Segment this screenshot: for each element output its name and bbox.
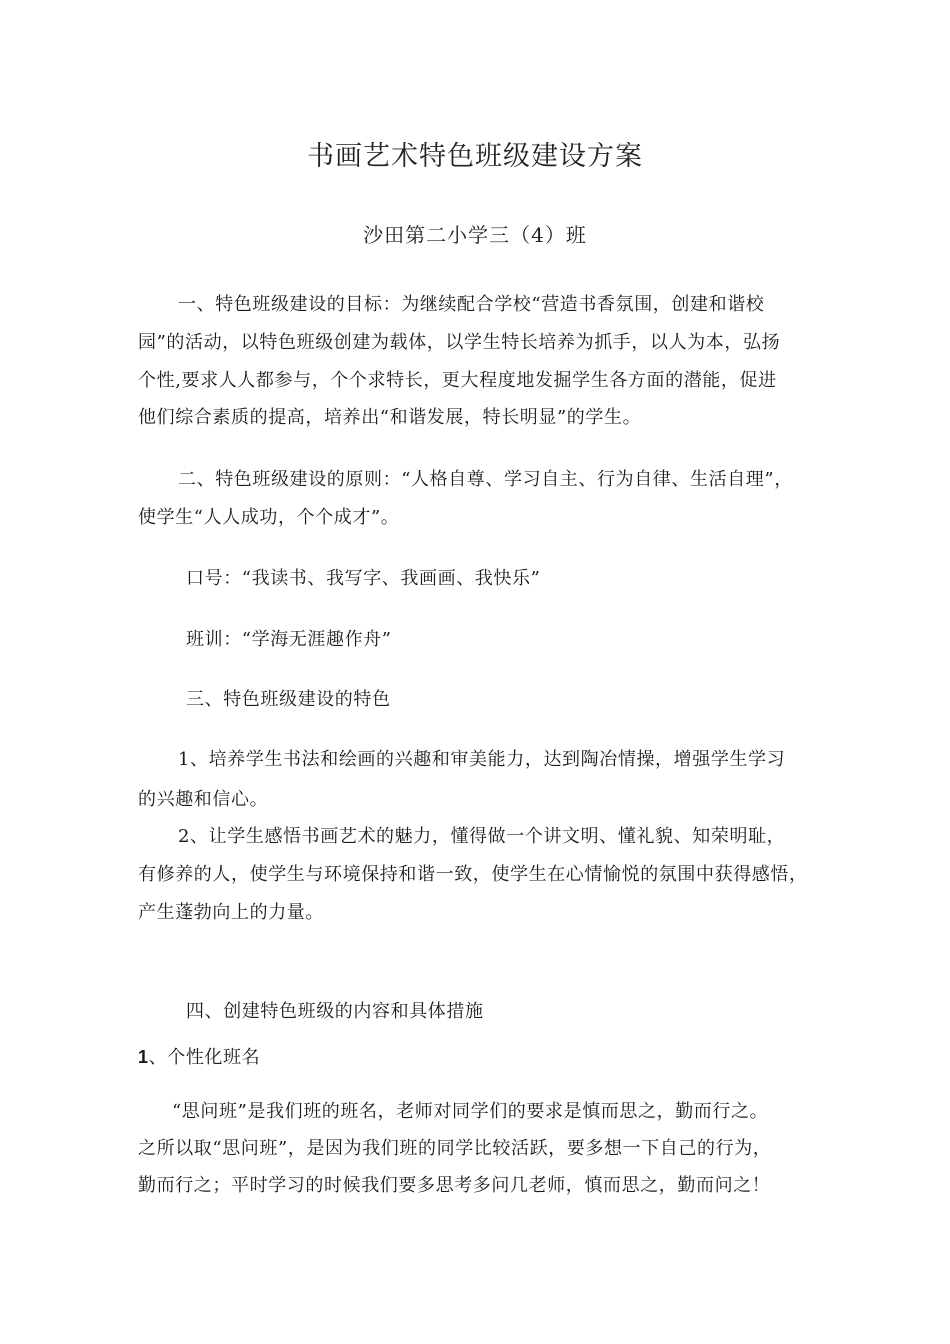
section3-item1-line: 的兴趣和信心。 [138,789,269,810]
subheading-text: 、个性化班名 [148,1047,261,1068]
section1-line: 个性,要求人人都参与，个个求特长，更大程度地发掘学生各方面的潜能，促进 [138,370,777,391]
document-title: 书画艺术特色班级建设方案 [307,141,643,172]
section3-item2-line: 产生蓬勃向上的力量。 [138,902,324,923]
section1-line: 园”的活动，以特色班级创建为载体，以学生特长培养为抓手，以人为本，弘扬 [138,332,781,353]
section4-paragraph-line: “思问班”是我们班的班名，老师对同学们的要求是慎而思之，勤而行之。 [172,1101,769,1122]
subheading-number: 1 [138,1047,149,1067]
section4-paragraph-line: 之所以取“思问班”，是因为我们班的同学比较活跃，要多想一下自己的行为， [138,1138,772,1159]
section3-item2-line: 有修养的人，使学生与环境保持和谐一致，使学生在心情愉悦的氛围中获得感悟， [138,864,808,885]
section3-item2-line: 2、让学生感悟书画艺术的魅力，懂得做一个讲文明、懂礼貌、知荣明耻， [178,826,786,847]
document-subtitle: 沙田第二小学三（4）班 [363,223,587,247]
section3-heading: 三、特色班级建设的特色 [186,689,391,710]
section3-item1-line: 1、培养学生书法和绘画的兴趣和审美能力，达到陶冶情操，增强学生学习 [178,749,786,770]
section4-subheading [138,1045,260,1070]
section1-line: 他们综合素质的提高，培养出“和谐发展，特长明显”的学生。 [138,407,642,428]
class-slogan: 口号：“我读书、我写字、我画画、我快乐” [186,568,541,589]
section4-heading: 四、创建特色班级的内容和具体措施 [186,1001,484,1022]
section1-line: 一、特色班级建设的目标：为继续配合学校“营造书香氛围，创建和谐校 [178,294,765,315]
section2-line: 二、特色班级建设的原则：“人格自尊、学习自主、行为自律、生活自理”， [178,469,793,490]
section4-paragraph-line: 勤而行之；平时学习的时候我们要多思考多问几老师，慎而思之，勤而问之！ [138,1175,771,1196]
section2-line: 使学生“人人成功，个个成才”。 [138,507,400,528]
class-motto: 班训：“学海无涯趣作舟” [186,629,392,650]
